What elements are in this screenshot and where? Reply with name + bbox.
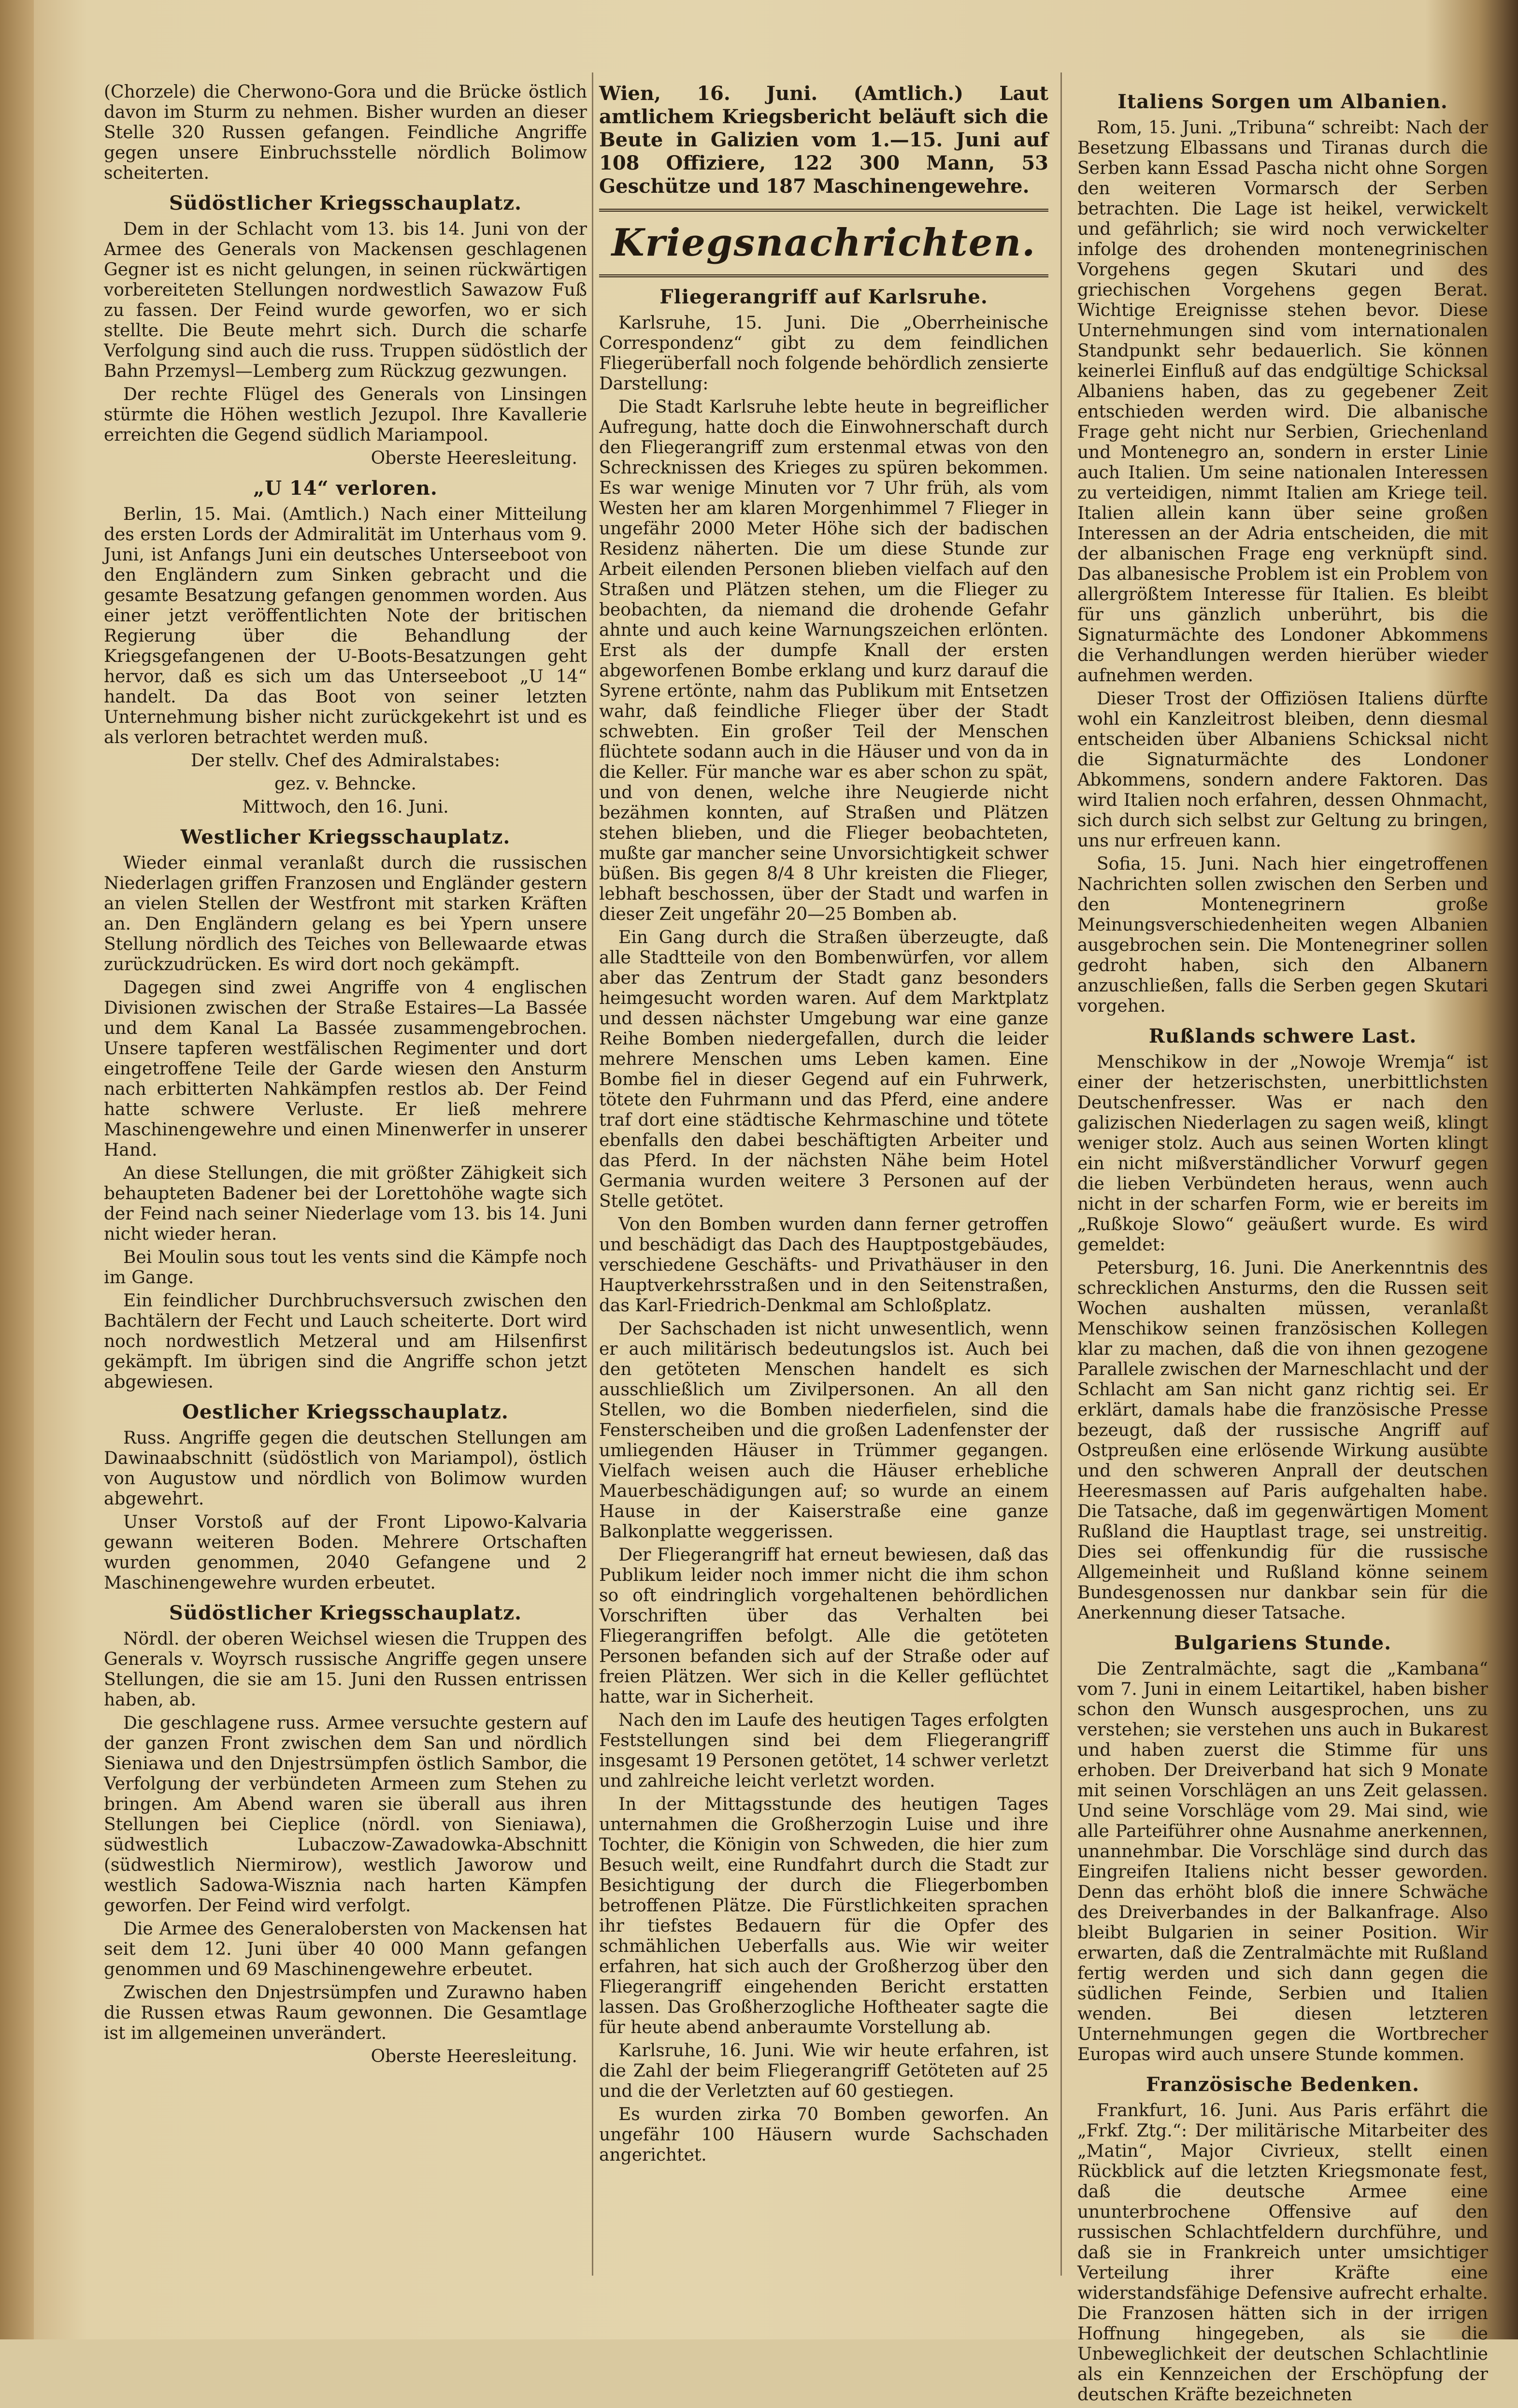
section-heading: „U 14“ verloren. xyxy=(253,477,438,500)
paragraph: Die Armee des Generalobersten von Mackensen hat seit dem 12. Juni über 40 000 Mann gefangen genommen und 69 Maschinengewehre erbeutet. xyxy=(104,1919,587,1979)
column-rule xyxy=(1060,72,1062,2276)
paragraph: An diese Stellungen, die mit größter Zähigkeit sich behaupteten Badener bei der Lorettohöhe wagte sich der Feind nach seiner Niederlage vom 13. bis 14. Juni nicht wieder heran. xyxy=(104,1163,587,1244)
section-heading: Bulgariens Stunde. xyxy=(1174,1632,1392,1654)
paragraph: Nach den im Laufe des heutigen Tages erfolgten Feststellungen sind bei dem Fliegerangriff insgesamt 19 Personen getötet, 14 schwer verletzt und zahlreiche leicht verletzt worden. xyxy=(599,1710,1048,1791)
paragraph: Karlsruhe, 15. Juni. Die „Oberrheinische Correspondenz“ gibt zu dem feindlichen Fliegerüberfall noch folgende behördlich zensierte Darstellung: xyxy=(599,313,1048,394)
section-heading: Italiens Sorgen um Albanien. xyxy=(1117,90,1448,113)
paragraph: Wien, 16. Juni. (Amtlich.) Laut amtlichem Kriegsbericht beläuft sich die Beute in Galizien vom 1.—15. Juni auf 108 Offiziere, 122 300 Mann, 53 Geschütze und 187 Maschinengewehre. xyxy=(599,82,1048,198)
paragraph: Ein feindlicher Durchbruchsversuch zwischen den Bachtälern der Fecht und Lauch scheiterte. Dort wird noch nordwestlich Metzeral und am Hilsenfirst gekämpft. Im übrigen sind die Angriffe schon jetzt abgewiesen. xyxy=(104,1291,587,1392)
paragraph: Rom, 15. Juni. „Tribuna“ schreibt: Nach der Besetzung Elbassans und Tiranas durch die Serben kann Essad Pascha nicht ohne Sorgen den weiteren Vormarsch der Serben betrachten. Die Lage ist heikel, verwickelt und gefährlich; sie wird noch verwickelter infolge des drohenden montenegrinischen Vorgehens gegen Skutari und des griechischen Vorgehens gegen Berat. Wichtige Ereignisse stehen bevor. Diese Unternehmungen sind vom internationalen Standpunkt sehr bedauerlich. Sie können keinerlei Einfluß auf das endgültige Schicksal Albaniens haben, das zu gegebener Zeit entschieden werden wird. Die albanische Frage geht nicht nur Serbien, Griechenland und Montenegro an, sondern in erster Linie auch Italien. Um seine nationalen Interessen zu verteidigen, nimmt Italien am Kriege teil. Italien allein kann über seine großen Interessen an der Adria entscheiden, die mit der albanischen Frage eng verknüpft sind. Das albanesische Problem ist ein Problem von allergrößtem Interesse für Italien. Es bleibt für uns gänzlich unberührt, bis die Signaturmächte des Londoner Abkommens die Verhandlungen werden hierüber wieder aufnehmen werden. xyxy=(1077,118,1488,686)
paragraph: Von den Bomben wurden dann ferner getroffen und beschädigt das Dach des Hauptpostgebäudes, verschiedene Geschäfts- und Privathäuser in den Hauptverkehrsstraßen und in den Seitenstraßen, das Karl-Friedrich-Denkmal am Schloßplatz. xyxy=(599,1215,1048,1316)
column-middle xyxy=(599,82,1048,2168)
section-heading: Rußlands schwere Last. xyxy=(1148,1025,1417,1047)
paragraph: Ein Gang durch die Straßen überzeugte, daß alle Stadtteile von den Bombenwürfen, vor allem aber das Zentrum der Stadt ganz besonders heimgesucht worden waren. Auf dem Marktplatz und dessen nächster Umgebung war eine ganze Reihe Bomben niedergefallen, durch die leider mehrere Menschen ums Leben kamen. Eine Bombe fiel in dieser Gegend auf ein Fuhrwerk, tötete den Fuhrmann und das Pferd, eine andere traf dort eine städtische Kehrmaschine und tötete ebenfalls den dabei beschäftigten Arbeiter und das Pferd. In der nächsten Nähe beim Hotel Germania wurden weitere 3 Personen auf der Stelle getötet. xyxy=(599,928,1048,1211)
paragraph: Bei Moulin sous tout les vents sind die Kämpfe noch im Gange. xyxy=(104,1247,587,1288)
paragraph: Die Stadt Karlsruhe lebte heute in begreiflicher Aufregung, hatte doch die Einwohnerschaft durch den Fliegerangriff zum erstenmal etwas von den Schrecknissen des Krieges zu spüren bekommen. Es war wenige Minuten vor 7 Uhr früh, als vom Westen her am klaren Morgenhimmel 7 Flieger in ungefähr 2000 Meter Höhe sich der badischen Residenz näherten. Die um diese Stunde zur Arbeit eilenden Personen blieben vielfach auf den Straßen und Plätzen stehen, um die Flieger zu beobachten, da niemand die drohende Gefahr ahnte und auch keine Warnungszeichen erlönten. Erst als der dumpfe Knall der ersten abgeworfenen Bombe erklang und kurz darauf die Syrene ertönte, nahm das Publikum mit Entsetzen wahr, daß feindliche Flieger über der Stadt schwebten. Ein großer Teil der Menschen flüchtete sodann auch in die Häuser und von da in die Keller. Für manche war es aber schon zu spät, und von denen, welche ihre Neugierde nicht bezähmen konnten, auf Straßen und Plätzen stehen blieben, und die Flieger beobachteten, mußte gar mancher seine Unvorsichtigkeit schwer büßen. Bis gegen 8/4 8 Uhr kreisten die Flieger, lebhaft beschossen, über der Stadt und warfen in dieser Zeit ungefähr 20—25 Bomben ab. xyxy=(599,397,1048,924)
paragraph: Die Zentralmächte, sagt die „Kambana“ vom 7. Juni in einem Leitartikel, haben bisher schon den Wunsch ausgesprochen, uns zu verstehen; sie verstehen uns auch in Bukarest und haben zuerst die Stimme für uns erhoben. Der Dreiverband hat sich 9 Monate mit seinen Vorschlägen an uns Zeit gelassen. Und seine Vorschläge vom 29. Mai sind, wie alle Parteiführer ohne Ausnahme anerkennen, unannehmbar. Die Vorschläge sind durch das Eingreifen Italiens nicht besser geworden. Denn das erhöht bloß die innere Schwäche des Dreiverbandes in der Balkanfrage. Also bleibt Bulgarien in seiner Position. Wir erwarten, daß die Zentralmächte mit Rußland fertig werden und sich dann gegen die südlichen Feinde, Serbien und Italien wenden. Bei diesen letzteren Unternehmungen gegen die Wortbrecher Europas wird auch unsere Stunde kommen. xyxy=(1077,1659,1488,2064)
paragraph: Russ. Angriffe gegen die deutschen Stellungen am Dawinaabschnitt (südöstlich von Mariampol), östlich von Augustow und nördlich von Bolimow wurden abgewehrt. xyxy=(104,1428,587,1509)
masthead-title: Kriegsnachrichten. xyxy=(599,209,1048,277)
section-heading: Französische Bedenken. xyxy=(1146,2073,1420,2096)
section-heading: Südöstlicher Kriegsschauplatz. xyxy=(169,1602,522,1624)
paragraph: Nördl. der oberen Weichsel wiesen die Truppen des Generals v. Woyrsch russische Angriffe gegen unsere Stellungen, die sie am 15. Juni den Russen entrissen haben, ab. xyxy=(104,1629,587,1710)
signature: Oberste Heeresleitung. xyxy=(371,448,577,468)
paragraph: Der rechte Flügel des Generals von Linsingen stürmte die Höhen westlich Jezupol. Ihre Kavallerie erreichten die Gegend südlich Mariampool. xyxy=(104,385,587,445)
paragraph: Der Fliegerangriff hat erneut bewiesen, daß das Publikum leider noch immer nicht die ihm schon so oft eindringlich vorgehaltenen behördlichen Vorschriften über das Verhalten bei Fliegerangriffen befolgt. Alle die getöteten Personen befanden sich auf der Straße oder auf freien Plätzen. Wer sich in die Keller geflüchtet hatte, war in Sicherheit. xyxy=(599,1545,1048,1707)
column-left xyxy=(104,82,587,2072)
column-rule xyxy=(592,72,593,2276)
section-heading: Oestlicher Kriegsschauplatz. xyxy=(182,1401,509,1423)
paragraph: Berlin, 15. Mai. (Amtlich.) Nach einer Mitteilung des ersten Lords der Admiralität im Unterhaus vom 9. Juni, ist Anfangs Juni ein deutsches Unterseeboot von den Engländern zum Sinken gebracht und die gesamte Besatzung gefangen genommen worden. Aus einer jetzt veröffentlichten Note der britischen Regierung über die Behandlung der Kriegsgefangenen der U-Boots-Besatzungen geht hervor, daß es sich um das Unterseeboot „U 14“ handelt. Da das Boot von seiner letzten Unternehmung bisher nicht zurückgekehrt ist und es als verloren betrachtet werden muß. xyxy=(104,504,587,747)
section-heading: Westlicher Kriegsschauplatz. xyxy=(180,826,511,848)
section-heading: Südöstlicher Kriegsschauplatz. xyxy=(169,192,522,215)
paragraph: Der Sachschaden ist nicht unwesentlich, wenn er auch militärisch bedeutungslos ist. Auch bei den getöteten Menschen handelt es sich ausschließlich um Zivilpersonen. An all den Stellen, wo die Bomben niederfielen, sind die Fensterscheiben und die großen Ladenfenster der umliegenden Häuser in Trümmer gegangen. Vielfach weisen auch die Häuser erhebliche Mauerbeschädigungen auf; so wurde an einem Hause in der Kaiserstraße eine ganze Balkonplatte weggerissen. xyxy=(599,1319,1048,1542)
column-right xyxy=(1077,82,1488,2408)
paragraph: Wieder einmal veranlaßt durch die russischen Niederlagen griffen Franzosen und Engländer gestern an vielen Stellen der Westfront mit starken Kräften an. Den Engländern gelang es bei Ypern unsere Stellung nördlich des Teiches von Bellewaarde etwas zurückzudrücken. Es wird dort noch gekämpft. xyxy=(104,853,587,975)
paragraph: Frankfurt, 16. Juni. Aus Paris erfährt die „Frkf. Ztg.“: Der militärische Mitarbeiter des „Matin“, Major Civrieux, stellt einen Rückblick auf die letzten Kriegsmonate fest, daß die deutsche Armee eine ununterbrochene Offensive auf den russischen Schlachtfeldern durchführe, und daß sie in Frankreich unter umsichtiger Verteilung ihrer Kräfte eine widerstandsfähige Defensive aufrecht erhalte. Die Franzosen hätten sich in der irrigen Hoffnung hingegeben, als sie die Unbeweglichkeit der deutschen Schlachtlinie als ein Kennzeichen der Erschöpfung der deutschen Kräfte bezeichneten xyxy=(1077,2101,1488,2405)
binding-spine xyxy=(0,0,34,2339)
signature: Der stellv. Chef des Admiralstabes: xyxy=(190,751,501,771)
paragraph: Die geschlagene russ. Armee versuchte gestern auf der ganzen Front zwischen dem San und nördlich Sieniawa und den Dnjestrsümpfen östlich Sambor, die Verfolgung der verbündeten Armeen zum Stehen zu bringen. Am Abend waren sie überall aus ihren Stellungen bei Cieplice (nördl. von Sieniawa), südwestlich Lubaczow-Zawadowka-Abschnitt (südwestlich Niermirow), westlich Jaworow und westlich Sadowa-Wisznia nach harten Kämpfen geworfen. Der Feind wird verfolgt. xyxy=(104,1713,587,1916)
dateline: Mittwoch, den 16. Juni. xyxy=(242,797,449,817)
paragraph: Karlsruhe, 16. Juni. Wie wir heute erfahren, ist die Zahl der beim Fliegerangriff Getöteten auf 25 und die der Verletzten auf 60 gestiegen. xyxy=(599,2041,1048,2101)
paragraph: Zwischen den Dnjestrsümpfen und Zurawno haben die Russen etwas Raum gewonnen. Die Gesamtlage ist im allgemeinen unverändert. xyxy=(104,1983,587,2043)
paragraph: Sofia, 15. Juni. Nach hier eingetroffenen Nachrichten sollen zwischen den Serben und den Montenegrinern große Meinungsverschiedenheiten wegen Albanien ausgebrochen sein. Die Montenegriner sollen gedroht haben, sich den Albanern anzuschließen, falls die Serben gegen Skutari vorgehen. xyxy=(1077,854,1488,1016)
paragraph: In der Mittagsstunde des heutigen Tages unternahmen die Großherzogin Luise und ihre Tochter, die Königin von Schweden, die hier zum Besuch weilt, eine Rundfahrt durch die Stadt zur Besichtigung der durch die Fliegerbomben betroffenen Plätze. Die Fürstlichkeiten sprachen ihr tiefstes Bedauern für die Opfer des schmählichen Ueberfalls aus. Wie wir weiter erfahren, hat sich auch der Großherzog über den Fliegerangriff eingehenden Bericht erstatten lassen. Das Großherzogliche Hoftheater sagte die für heute abend anberaumte Vorstellung ab. xyxy=(599,1794,1048,2037)
paragraph: Petersburg, 16. Juni. Die Anerkenntnis des schrecklichen Ansturms, den die Russen seit Wochen aushalten müssen, veranlaßt Menschikow seinen französischen Kollegen klar zu machen, daß die von ihnen gezogene Parallele zwischen der Marneschlacht und der Schlacht am San nicht ganz richtig sei. Er erklärt, damals habe die französische Presse bezeugt, daß der russische Angriff auf Ostpreußen eine erlösende Wirkung ausübte und den schweren Anprall der deutschen Heeresmassen auf Paris aufgehalten habe. Die Tatsache, daß im gegenwärtigen Moment Rußland die Hauptlast trage, sei unstreitig. Dies sei offenkundig für die russische Allgemeinheit und Rußland könne seinem Bundesgenossen nur dankbar sein für die Anerkennung dieser Tatsache. xyxy=(1077,1258,1488,1623)
signature: Oberste Heeresleitung. xyxy=(371,2047,577,2066)
paragraph: Dagegen sind zwei Angriffe von 4 englischen Divisionen zwischen der Straße Estaires—La Bassée und dem Kanal La Bassée zusammengebrochen. Unsere tapferen westfälischen Regimenter und dort eingetroffene Teile der Garde wiesen den Ansturm nach erbitterten Nahkämpfen restlos ab. Der Feind hatte schwere Verluste. Er ließ mehrere Maschinengewehre und einen Minenwerfer in unserer Hand. xyxy=(104,978,587,1160)
section-heading: Fliegerangriff auf Karlsruhe. xyxy=(659,286,988,308)
paragraph: Dieser Trost der Offiziösen Italiens dürfte wohl ein Kanzleitrost bleiben, denn diesmal entscheiden über Albaniens Schicksal nicht die Signaturmächte des Londoner Abkommens, sondern andere Faktoren. Das wird Italien noch erfahren, dessen Ohnmacht, sich durch sich selbst zur Geltung zu bringen, uns nur erfreuen kann. xyxy=(1077,689,1488,851)
signature: gez. v. Behncke. xyxy=(274,774,416,794)
paragraph: Es wurden zirka 70 Bomben geworfen. An ungefähr 100 Häusern wurde Sachschaden angerichtet. xyxy=(599,2105,1048,2165)
paragraph: Dem in der Schlacht vom 13. bis 14. Juni von der Armee des Generals von Mackensen geschlagenen Gegner ist es nicht gelungen, in seinen rückwärtigen vorbereiteten Stellungen nordwestlich Sawazow Fuß zu fassen. Der Feind wurde geworfen, wo er sich stellte. Die Beute mehrt sich. Durch die scharfe Verfolgung sind auch die russ. Truppen südöstlich der Bahn Przemysl—Lemberg zum Rückzug gezwungen. xyxy=(104,219,587,381)
paragraph: Menschikow in der „Nowoje Wremja“ ist einer der hetzerischsten, unerbittlichsten Deutschenfresser. Was er nach den galizischen Niederlagen zu sagen weiß, klingt weniger stolz. Auch aus seinen Worten klingt ein nicht mißverständlicher Vorwurf gegen die lieben Verbündeten heraus, wenn auch nicht in der scharfen Form, wie er bereits im „Rußkoje Slowo“ geäußert wurde. Es wird gemeldet: xyxy=(1077,1052,1488,1255)
paragraph: (Chorzele) die Cherwono-Gora und die Brücke östlich davon im Sturm zu nehmen. Bisher wurden an dieser Stelle 320 Russen gefangen. Feindliche Angriffe gegen unsere Einbruchsstelle nördlich Bolimow scheiterten. xyxy=(104,82,587,183)
paragraph: Unser Vorstoß auf der Front Lipowo-Kalvaria gewann weiteren Boden. Mehrere Ortschaften wurden genommen, 2040 Gefangene und 2 Maschinengewehre wurden erbeutet. xyxy=(104,1512,587,1593)
